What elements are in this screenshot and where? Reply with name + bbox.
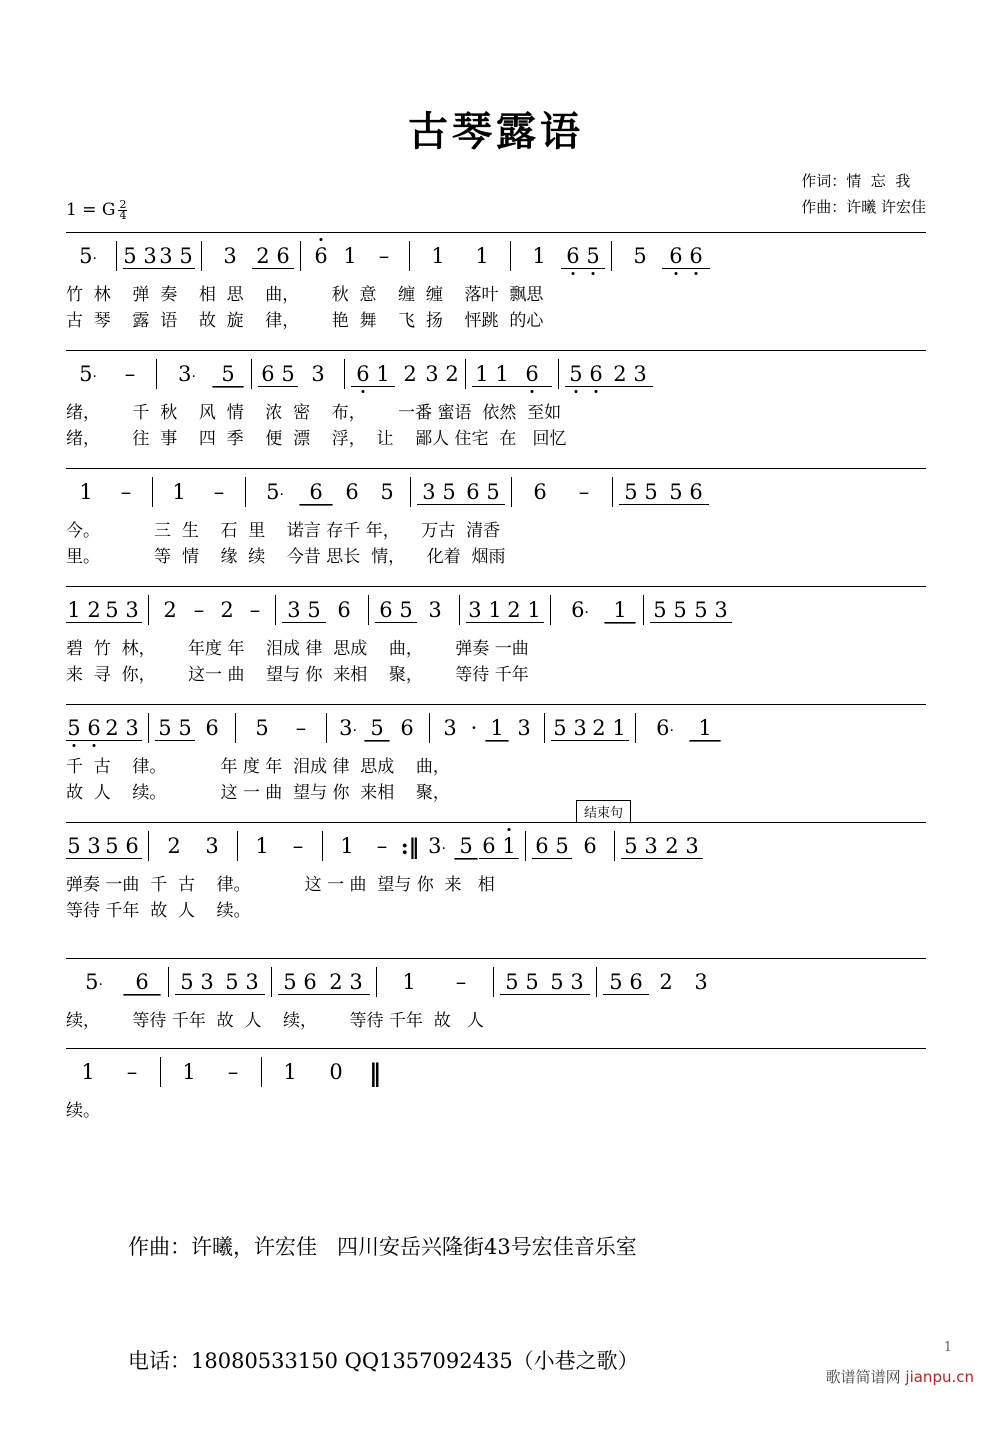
note-group: 1: [172, 480, 186, 504]
lyric-line-2: 来 寻 你， 这一 曲 望与 你 来相 聚， 等待 千年: [66, 664, 529, 685]
note-group: 6: [512, 362, 552, 387]
music-system-3: [66, 468, 926, 567]
credits: [801, 168, 926, 220]
barline: [326, 713, 327, 743]
note-group: –: [295, 716, 307, 740]
note-group: –: [213, 480, 225, 504]
staff-line: [66, 232, 926, 279]
staff-line: [66, 704, 926, 751]
note-group: 6: [533, 480, 547, 504]
footer-contact: [128, 1152, 639, 1456]
note-group: 3·: [428, 834, 446, 858]
ending-label: 结束句: [576, 800, 631, 823]
note-group: 0: [329, 1060, 343, 1084]
note-group: 5 3: [621, 834, 661, 859]
barline: [275, 595, 276, 625]
note-group: 6 5: [532, 834, 572, 859]
note-group: 6: [122, 970, 162, 994]
final-barline: ‖: [369, 1057, 381, 1087]
note-group: –: [292, 834, 304, 858]
note-group: 6: [583, 834, 597, 858]
lyricist-credit: 作词：情 忘 我: [801, 172, 911, 190]
music-system-8: [66, 1048, 926, 1121]
barline: [344, 359, 345, 389]
note-group: 5 5: [155, 716, 195, 741]
note-group: 3: [223, 244, 237, 268]
footer-line-1: 作曲：许曦，许宏佳 四川安岳兴隆街43号宏佳音乐室: [128, 1235, 637, 1259]
note-group: 1: [402, 970, 416, 994]
barline: [643, 595, 644, 625]
note-group: 5 3: [123, 243, 157, 268]
note-group: 3·: [178, 362, 196, 386]
staff-line: [66, 468, 926, 515]
note-group: 2: [403, 362, 417, 386]
page-number: 1: [943, 1340, 952, 1355]
note-group: 5·: [79, 362, 97, 386]
note-group: 3·: [339, 716, 357, 740]
note-group: 5 3: [219, 970, 265, 995]
note-group: 1: [343, 244, 357, 268]
staff-line: [66, 1048, 926, 1095]
note-group: 1: [340, 834, 354, 858]
key-signature: [66, 200, 127, 221]
note-group: –: [378, 244, 390, 268]
note-group: 5·: [85, 970, 103, 994]
barline: [261, 1057, 262, 1087]
note-group: 5 6: [603, 970, 649, 995]
barline: [168, 967, 169, 997]
barline: [160, 1057, 161, 1087]
watermark: [826, 1366, 974, 1387]
barline: [510, 241, 511, 271]
lyric-line-2: 古 琴 露 语 故 旋 律， 艳 舞 飞 扬 怦跳 的心: [66, 310, 544, 331]
note-group: 5: [453, 834, 479, 858]
note-group: 6 5: [561, 244, 605, 269]
barline: [596, 967, 597, 997]
note-group: –: [120, 480, 132, 504]
note-group: –: [227, 1060, 239, 1084]
note-row: [66, 587, 926, 633]
note-group: 3 5: [282, 598, 326, 623]
barline: [300, 241, 301, 271]
note-group: 2 6: [252, 244, 294, 269]
note-group: 5 6: [67, 715, 101, 740]
barline: [368, 595, 369, 625]
note-group: –: [124, 362, 136, 386]
note-group: 3 2: [425, 362, 459, 386]
note-group: 3: [517, 716, 531, 740]
note-group: 5 3: [544, 970, 590, 995]
note-group: 1: [688, 716, 722, 740]
note-group: 3: [311, 362, 325, 386]
note-group: 6 5: [258, 362, 298, 387]
lyric-line-1: 绪， 千 秋 风 情 浓 密 布， 一番 蜜语 依然 至如: [66, 402, 562, 423]
note-group: 6·: [656, 716, 674, 740]
barline: [511, 477, 512, 507]
staff-line: [66, 822, 926, 869]
barline: [148, 713, 149, 743]
note-group: 6: [298, 480, 334, 504]
lyric-line-2: 里。 等 情 缘 续 今昔 思长 情， 化着 烟雨: [66, 546, 506, 567]
music-system-1: [66, 232, 926, 331]
barline: [271, 967, 272, 997]
note-group: –: [126, 1060, 138, 1084]
barline: [614, 831, 615, 861]
note-group: 2 3: [661, 834, 703, 859]
note-group: 6 5: [375, 598, 417, 623]
watermark-site-name: 歌谱简谱网: [825, 1368, 901, 1386]
staff-line: [66, 586, 926, 633]
barline: [493, 967, 494, 997]
note-group: 5·: [79, 244, 97, 268]
time-signature: $\frac{2}{4}$: [119, 198, 127, 222]
barline: [156, 359, 157, 389]
note-group: 5 3: [175, 970, 219, 995]
lyric-line-2: 故 人 续。 这 一 曲 望与 你 来相 聚，: [66, 782, 450, 803]
note-group: 3: [443, 716, 457, 740]
note-group: ·: [470, 716, 478, 740]
barline: [322, 831, 323, 861]
note-row: [66, 705, 926, 751]
music-system-5: [66, 704, 926, 803]
note-group: 1: [182, 1060, 196, 1084]
note-group: 2 1: [504, 598, 544, 623]
note-group: 2 3: [607, 362, 653, 387]
note-group: –: [376, 834, 388, 858]
barline: [612, 477, 613, 507]
note-group: 5: [255, 716, 269, 740]
note-group: 3: [694, 970, 708, 994]
note-group: 1: [81, 1060, 95, 1084]
note-group: 1: [603, 598, 637, 622]
note-group: 6: [337, 598, 351, 622]
note-group: 5 5: [650, 598, 690, 623]
barline: [550, 595, 551, 625]
note-group: 1: [255, 834, 269, 858]
note-group: 5 5: [500, 970, 544, 995]
note-group: 2: [163, 598, 177, 622]
note-group: 1: [431, 244, 445, 268]
note-group: 6 6: [662, 244, 710, 269]
note-group: 1 1: [472, 362, 512, 387]
note-group: 5 3: [67, 833, 101, 858]
note-group: 5 6: [663, 480, 709, 505]
note-group: 1: [532, 244, 546, 268]
note-group: 2 3: [322, 970, 370, 995]
footer-line-2: 电话：18080533150 QQ1357092435（小巷之歌）: [128, 1349, 639, 1373]
lyric-line-1: 千 古 律。 年 度 年 泪成 律 思成 曲，: [66, 756, 450, 777]
staff-line: [66, 958, 926, 1005]
note-group: –: [193, 598, 205, 622]
barline: [251, 359, 252, 389]
note-group: 5·: [266, 480, 284, 504]
note-group: 6 1: [351, 362, 395, 387]
note-group: 6: [205, 716, 219, 740]
barline: [235, 713, 236, 743]
note-group: 6: [400, 716, 414, 740]
barline: [635, 713, 636, 743]
note-group: –: [578, 480, 590, 504]
note-group: 2 3: [102, 716, 142, 741]
lyric-line-1: 竹 林 弹 奏 相 思 曲， 秋 意 缠 缠 落叶 飘思: [66, 284, 544, 305]
barline: [152, 477, 153, 507]
note-group: 2: [167, 834, 181, 858]
note-group: 5: [633, 244, 647, 268]
note-group: –: [249, 598, 261, 622]
note-group: 5: [380, 480, 394, 504]
key-label: 1 = G: [66, 200, 116, 220]
note-row: [66, 351, 926, 397]
note-group: 2: [659, 970, 673, 994]
note-group: 1: [484, 716, 510, 740]
staff-line: [66, 350, 926, 397]
barline: [544, 713, 545, 743]
note-group: 2: [220, 598, 234, 622]
lyric-line-1: 弹奏 一曲 千 古 律。 这 一 曲 望与 你 来 相: [66, 874, 495, 895]
music-system-2: [66, 350, 926, 449]
composer-credit: 作曲：许曦 许宏佳: [801, 198, 926, 216]
barline: [611, 241, 612, 271]
note-group: 5 3: [690, 598, 732, 623]
barline: [558, 359, 559, 389]
lyric-line-1: 续， 等待 千年 故 人 续， 等待 千年 故 人: [66, 1010, 484, 1031]
note-row: [66, 823, 926, 869]
note-row: [66, 959, 926, 1005]
note-group: 6 1: [479, 834, 519, 859]
page-title: 古琴露语: [408, 108, 584, 155]
note-group: 5 6: [278, 970, 322, 995]
barline: [410, 477, 411, 507]
note-group: 1 2: [67, 597, 101, 622]
barline: [237, 831, 238, 861]
note-group: 6·: [571, 598, 589, 622]
lyric-line-1: 续。: [66, 1100, 100, 1121]
note-group: 5: [363, 716, 391, 740]
note-group: 5 6: [565, 362, 607, 387]
lyric-line-1: 碧 竹 林， 年度 年 泪成 律 思成 曲， 弹奏 一曲: [66, 638, 529, 659]
music-system-7: [66, 958, 926, 1031]
note-group: 1: [475, 244, 489, 268]
barline: [201, 241, 202, 271]
barline: [429, 713, 430, 743]
note-group: 5: [211, 362, 245, 386]
note-group: 5 3: [102, 598, 142, 623]
note-group: 3 5: [417, 480, 461, 505]
note-group: 6: [345, 480, 359, 504]
barline: [465, 359, 466, 389]
barline: [245, 477, 246, 507]
repeat-barline: :‖: [400, 833, 420, 859]
note-row: [66, 1049, 926, 1095]
note-row: [66, 469, 926, 515]
note-group: 5 5: [619, 480, 663, 505]
barline: [148, 595, 149, 625]
note-group: 3 5: [157, 244, 195, 269]
note-group: 3: [205, 834, 219, 858]
barline: [525, 831, 526, 861]
note-group: 5 6: [102, 834, 142, 859]
note-row: [66, 233, 926, 279]
note-group: 1: [283, 1060, 297, 1084]
barline: [459, 595, 460, 625]
watermark-url: jianpu.cn: [905, 1368, 974, 1386]
note-group: –: [455, 970, 467, 994]
note-group: 6: [314, 244, 328, 268]
barline: [409, 241, 410, 271]
note-group: 6 5: [461, 480, 505, 505]
barline: [148, 831, 149, 861]
barline: [376, 967, 377, 997]
lyric-line-2: 等待 千年 故 人 续。: [66, 900, 251, 921]
note-group: 3: [428, 598, 442, 622]
note-group: 2 1: [589, 716, 629, 741]
lyric-line-2: 绪， 往 事 四 季 便 漂 浮， 让 鄙人 住宅 在 回忆: [66, 428, 567, 449]
barline: [116, 241, 117, 271]
note-group: 1: [79, 480, 93, 504]
note-group: 3 1: [466, 598, 504, 623]
music-system-6: [66, 806, 926, 921]
lyric-line-1: 今。 三 生 石 里 诺言 存千 年， 万古 清香: [66, 520, 501, 541]
music-system-4: [66, 586, 926, 685]
note-group: 5 3: [551, 716, 589, 741]
